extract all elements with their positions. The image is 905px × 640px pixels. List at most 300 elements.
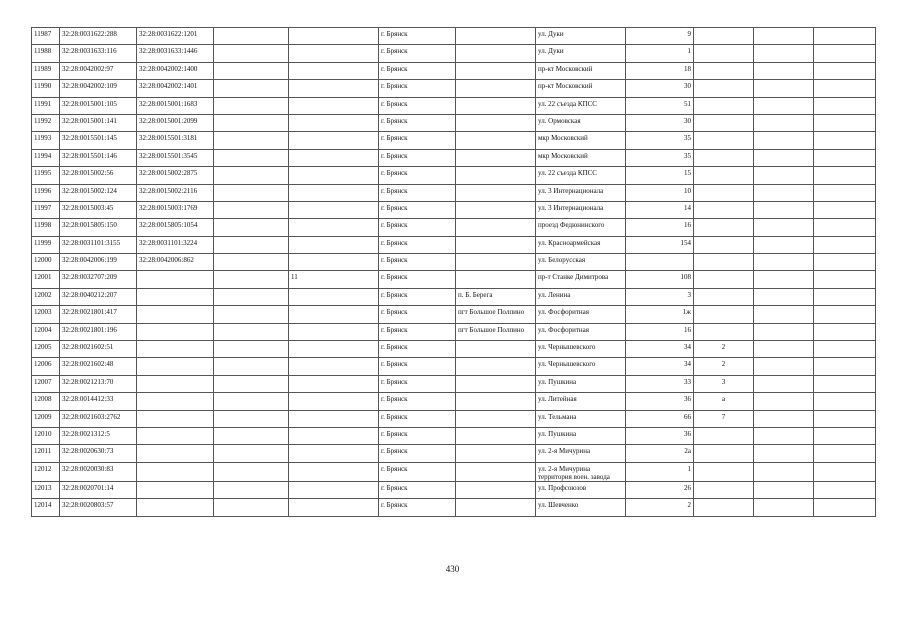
building-cell <box>694 132 754 149</box>
settlement-cell <box>456 184 536 201</box>
extra-cell <box>754 499 814 516</box>
house-number-cell: 35 <box>626 132 694 149</box>
extra-cell <box>754 97 814 114</box>
settlement-cell <box>456 462 536 481</box>
empty-cell <box>814 341 876 358</box>
building-cell: 7 <box>694 410 754 427</box>
row-number: 12002 <box>32 288 60 305</box>
apartment-cell <box>289 97 379 114</box>
cadastral-number: 32:28:0015805:150 <box>60 219 137 236</box>
extra-cell <box>754 481 814 498</box>
extra-cell <box>754 323 814 340</box>
empty-cell <box>814 132 876 149</box>
table-row <box>32 410 876 427</box>
blank-cell <box>214 45 289 62</box>
row-number: 12004 <box>32 323 60 340</box>
building-cell: а <box>694 393 754 410</box>
building-cell <box>694 28 754 45</box>
linked-cadastral-number: 32:28:0015002:2116 <box>137 184 214 201</box>
apartment-cell <box>289 323 379 340</box>
row-number: 11990 <box>32 80 60 97</box>
city-cell: г. Брянск <box>379 393 456 410</box>
building-cell <box>694 167 754 184</box>
cadastral-number: 32:28:0021312:5 <box>60 427 137 444</box>
building-cell <box>694 254 754 271</box>
street-cell: ул. Ленина <box>536 288 626 305</box>
street-cell: пр-т Станке Димитрова <box>536 271 626 288</box>
row-number: 11987 <box>32 28 60 45</box>
settlement-cell <box>456 393 536 410</box>
table-row <box>32 427 876 444</box>
city-cell: г. Брянск <box>379 358 456 375</box>
empty-cell <box>814 62 876 79</box>
apartment-cell <box>289 445 379 462</box>
house-number-cell: 26 <box>626 481 694 498</box>
apartment-cell <box>289 481 379 498</box>
table-row <box>32 271 876 288</box>
table-row <box>32 97 876 114</box>
row-number: 12009 <box>32 410 60 427</box>
table-row <box>32 28 876 45</box>
settlement-cell <box>456 481 536 498</box>
city-cell: г. Брянск <box>379 167 456 184</box>
linked-cadastral-number: 32:28:0031633:1446 <box>137 45 214 62</box>
building-cell <box>694 149 754 166</box>
city-cell: г. Брянск <box>379 149 456 166</box>
city-cell: г. Брянск <box>379 254 456 271</box>
row-number: 11995 <box>32 167 60 184</box>
settlement-cell <box>456 358 536 375</box>
city-cell: г. Брянск <box>379 80 456 97</box>
street-cell: мкр Московский <box>536 149 626 166</box>
apartment-cell <box>289 341 379 358</box>
blank-cell <box>214 132 289 149</box>
extra-cell <box>754 288 814 305</box>
apartment-cell <box>289 254 379 271</box>
page-number: 430 <box>445 564 460 574</box>
blank-cell <box>214 62 289 79</box>
empty-cell <box>814 236 876 253</box>
apartment-cell <box>289 45 379 62</box>
linked-cadastral-number <box>137 323 214 340</box>
settlement-cell <box>456 236 536 253</box>
cadastral-number: 32:28:0015501:145 <box>60 132 137 149</box>
house-number-cell: 33 <box>626 375 694 392</box>
blank-cell <box>214 375 289 392</box>
blank-cell <box>214 271 289 288</box>
row-number: 12012 <box>32 462 60 481</box>
blank-cell <box>214 28 289 45</box>
row-number: 11998 <box>32 219 60 236</box>
settlement-cell <box>456 97 536 114</box>
city-cell: г. Брянск <box>379 62 456 79</box>
house-number-cell: 51 <box>626 97 694 114</box>
settlement-cell <box>456 410 536 427</box>
blank-cell <box>214 306 289 323</box>
street-cell: ул. Чернышевского <box>536 341 626 358</box>
linked-cadastral-number <box>137 375 214 392</box>
apartment-cell <box>289 149 379 166</box>
row-number: 12014 <box>32 499 60 516</box>
empty-cell <box>814 445 876 462</box>
street-cell: ул. Дуки <box>536 45 626 62</box>
city-cell: г. Брянск <box>379 236 456 253</box>
street-cell: пр-кт Московский <box>536 62 626 79</box>
cadastral-number: 32:28:0014412:33 <box>60 393 137 410</box>
blank-cell <box>214 341 289 358</box>
table-row <box>32 184 876 201</box>
house-number-cell: 154 <box>626 236 694 253</box>
blank-cell <box>214 358 289 375</box>
cadastral-number: 32:28:0015002:56 <box>60 167 137 184</box>
empty-cell <box>814 427 876 444</box>
settlement-cell <box>456 62 536 79</box>
extra-cell <box>754 62 814 79</box>
table-row <box>32 358 876 375</box>
building-cell <box>694 236 754 253</box>
building-cell: 2 <box>694 358 754 375</box>
cadastral-number: 32:28:0042002:97 <box>60 62 137 79</box>
extra-cell <box>754 80 814 97</box>
street-cell: ул. 3 Интернационала <box>536 184 626 201</box>
blank-cell <box>214 167 289 184</box>
extra-cell <box>754 219 814 236</box>
building-cell <box>694 97 754 114</box>
building-cell <box>694 481 754 498</box>
cadastral-number: 32:28:0020803:57 <box>60 499 137 516</box>
empty-cell <box>814 499 876 516</box>
settlement-cell: п. Б. Берега <box>456 288 536 305</box>
cadastral-number: 32:28:0015002:124 <box>60 184 137 201</box>
row-number: 12013 <box>32 481 60 498</box>
extra-cell <box>754 167 814 184</box>
street-cell: проезд Федюнинского <box>536 219 626 236</box>
extra-cell <box>754 410 814 427</box>
table-row <box>32 80 876 97</box>
building-cell <box>694 184 754 201</box>
table-row <box>32 341 876 358</box>
blank-cell <box>214 427 289 444</box>
cadastral-number: 32:28:0015001:141 <box>60 114 137 131</box>
table-row <box>32 306 876 323</box>
apartment-cell <box>289 462 379 481</box>
row-number: 12005 <box>32 341 60 358</box>
linked-cadastral-number: 32:28:0015003:1769 <box>137 201 214 218</box>
building-cell <box>694 445 754 462</box>
linked-cadastral-number <box>137 341 214 358</box>
city-cell: г. Брянск <box>379 45 456 62</box>
building-cell: 3 <box>694 375 754 392</box>
extra-cell <box>754 201 814 218</box>
house-number-cell: 9 <box>626 28 694 45</box>
blank-cell <box>214 184 289 201</box>
table-row <box>32 481 876 498</box>
empty-cell <box>814 45 876 62</box>
blank-cell <box>214 97 289 114</box>
linked-cadastral-number: 32:28:0042002:1401 <box>137 80 214 97</box>
street-cell: ул. Пушкина <box>536 427 626 444</box>
settlement-cell <box>456 45 536 62</box>
house-number-cell: 14 <box>626 201 694 218</box>
apartment-cell <box>289 375 379 392</box>
city-cell: г. Брянск <box>379 341 456 358</box>
apartment-cell <box>289 410 379 427</box>
row-number: 12011 <box>32 445 60 462</box>
empty-cell <box>814 80 876 97</box>
extra-cell <box>754 114 814 131</box>
settlement-cell <box>456 341 536 358</box>
city-cell: г. Брянск <box>379 462 456 481</box>
table-row <box>32 462 876 481</box>
apartment-cell <box>289 62 379 79</box>
apartment-cell <box>289 80 379 97</box>
linked-cadastral-number <box>137 393 214 410</box>
city-cell: г. Брянск <box>379 445 456 462</box>
cadastral-number: 32:28:0015501:146 <box>60 149 137 166</box>
row-number: 11996 <box>32 184 60 201</box>
blank-cell <box>214 288 289 305</box>
house-number-cell: 36 <box>626 427 694 444</box>
table-row <box>32 219 876 236</box>
extra-cell <box>754 341 814 358</box>
linked-cadastral-number: 32:28:0015001:2099 <box>137 114 214 131</box>
blank-cell <box>214 149 289 166</box>
row-number: 11989 <box>32 62 60 79</box>
building-cell <box>694 219 754 236</box>
linked-cadastral-number: 32:28:0015805:1054 <box>137 219 214 236</box>
extra-cell <box>754 236 814 253</box>
apartment-cell <box>289 114 379 131</box>
settlement-cell <box>456 28 536 45</box>
house-number-cell: 2а <box>626 445 694 462</box>
street-cell: ул. 3 Интернационала <box>536 201 626 218</box>
extra-cell <box>754 149 814 166</box>
house-number-cell: 1ж <box>626 306 694 323</box>
table-row <box>32 393 876 410</box>
street-cell: ул. Фосфоритная <box>536 306 626 323</box>
empty-cell <box>814 288 876 305</box>
blank-cell <box>214 462 289 481</box>
house-number-cell: 3 <box>626 288 694 305</box>
street-cell: ул. Чернышевского <box>536 358 626 375</box>
settlement-cell <box>456 375 536 392</box>
empty-cell <box>814 323 876 340</box>
settlement-cell: пгт Большое Полпино <box>456 323 536 340</box>
city-cell: г. Брянск <box>379 28 456 45</box>
empty-cell <box>814 481 876 498</box>
street-cell: ул. Литейная <box>536 393 626 410</box>
city-cell: г. Брянск <box>379 306 456 323</box>
linked-cadastral-number: 32:28:0042006:862 <box>137 254 214 271</box>
city-cell: г. Брянск <box>379 410 456 427</box>
extra-cell <box>754 393 814 410</box>
linked-cadastral-number <box>137 462 214 481</box>
blank-cell <box>214 219 289 236</box>
blank-cell <box>214 410 289 427</box>
house-number-cell: 16 <box>626 219 694 236</box>
extra-cell <box>754 358 814 375</box>
row-number: 11992 <box>32 114 60 131</box>
row-number: 11991 <box>32 97 60 114</box>
empty-cell <box>814 271 876 288</box>
building-cell <box>694 80 754 97</box>
city-cell: г. Брянск <box>379 219 456 236</box>
linked-cadastral-number <box>137 410 214 427</box>
row-number: 11993 <box>32 132 60 149</box>
street-cell: ул. Тельмана <box>536 410 626 427</box>
empty-cell <box>814 219 876 236</box>
cadastral-number: 32:28:0021603:2762 <box>60 410 137 427</box>
empty-cell <box>814 114 876 131</box>
table-row <box>32 201 876 218</box>
row-number: 12010 <box>32 427 60 444</box>
table-row <box>32 62 876 79</box>
empty-cell <box>814 375 876 392</box>
building-cell <box>694 45 754 62</box>
extra-cell <box>754 271 814 288</box>
settlement-cell <box>456 271 536 288</box>
house-number-cell: 2 <box>626 499 694 516</box>
linked-cadastral-number <box>137 481 214 498</box>
table-row <box>32 236 876 253</box>
table-row <box>32 323 876 340</box>
table-row <box>32 375 876 392</box>
settlement-cell <box>456 80 536 97</box>
table-row <box>32 288 876 305</box>
settlement-cell <box>456 219 536 236</box>
empty-cell <box>814 462 876 481</box>
linked-cadastral-number: 32:28:0015501:3545 <box>137 149 214 166</box>
city-cell: г. Брянск <box>379 499 456 516</box>
extra-cell <box>754 375 814 392</box>
street-cell: ул. 22 съезда КПСС <box>536 97 626 114</box>
table-row <box>32 45 876 62</box>
extra-cell <box>754 132 814 149</box>
linked-cadastral-number <box>137 288 214 305</box>
row-number: 12000 <box>32 254 60 271</box>
house-number-cell: 18 <box>626 62 694 79</box>
apartment-cell: 11 <box>289 271 379 288</box>
empty-cell <box>814 306 876 323</box>
blank-cell <box>214 499 289 516</box>
house-number-cell <box>626 254 694 271</box>
table-row <box>32 499 876 516</box>
house-number-cell: 1 <box>626 462 694 481</box>
extra-cell <box>754 45 814 62</box>
street-cell: мкр Московский <box>536 132 626 149</box>
linked-cadastral-number <box>137 445 214 462</box>
blank-cell <box>214 114 289 131</box>
extra-cell <box>754 28 814 45</box>
apartment-cell <box>289 219 379 236</box>
linked-cadastral-number: 32:28:0042002:1400 <box>137 62 214 79</box>
row-number: 11997 <box>32 201 60 218</box>
empty-cell <box>814 28 876 45</box>
row-number: 11994 <box>32 149 60 166</box>
building-cell <box>694 288 754 305</box>
apartment-cell <box>289 306 379 323</box>
city-cell: г. Брянск <box>379 323 456 340</box>
cadastral-number: 32:28:0031633:116 <box>60 45 137 62</box>
linked-cadastral-number <box>137 499 214 516</box>
apartment-cell <box>289 288 379 305</box>
street-cell: ул. Ормовская <box>536 114 626 131</box>
cadastral-number: 32:28:0021213:70 <box>60 375 137 392</box>
building-cell <box>694 323 754 340</box>
building-cell <box>694 62 754 79</box>
street-cell: ул. 2-я Мичурина <box>536 445 626 462</box>
city-cell: г. Брянск <box>379 481 456 498</box>
street-cell: ул. Дуки <box>536 28 626 45</box>
table-row <box>32 445 876 462</box>
house-number-cell: 36 <box>626 393 694 410</box>
building-cell <box>694 462 754 481</box>
street-cell: пр-кт Московский <box>536 80 626 97</box>
row-number: 12003 <box>32 306 60 323</box>
row-number: 11988 <box>32 45 60 62</box>
apartment-cell <box>289 499 379 516</box>
linked-cadastral-number <box>137 427 214 444</box>
blank-cell <box>214 445 289 462</box>
linked-cadastral-number <box>137 358 214 375</box>
settlement-cell <box>456 254 536 271</box>
linked-cadastral-number: 32:28:0031622:1201 <box>137 28 214 45</box>
building-cell <box>694 271 754 288</box>
house-number-cell: 30 <box>626 114 694 131</box>
table-row <box>32 167 876 184</box>
building-cell <box>694 499 754 516</box>
extra-cell <box>754 184 814 201</box>
table-row <box>32 114 876 131</box>
apartment-cell <box>289 132 379 149</box>
blank-cell <box>214 323 289 340</box>
table-row <box>32 254 876 271</box>
apartment-cell <box>289 184 379 201</box>
cadastral-number: 32:28:0021602:48 <box>60 358 137 375</box>
row-number: 11999 <box>32 236 60 253</box>
street-cell: ул. 22 съезда КПСС <box>536 167 626 184</box>
table-row <box>32 132 876 149</box>
blank-cell <box>214 236 289 253</box>
row-number: 12007 <box>32 375 60 392</box>
cadastral-number: 32:28:0032707:209 <box>60 271 137 288</box>
city-cell: г. Брянск <box>379 201 456 218</box>
house-number-cell: 34 <box>626 341 694 358</box>
registry-table-body <box>32 28 876 517</box>
cadastral-number: 32:28:0031622:288 <box>60 28 137 45</box>
blank-cell <box>214 393 289 410</box>
settlement-cell <box>456 427 536 444</box>
linked-cadastral-number: 32:28:0015501:3181 <box>137 132 214 149</box>
linked-cadastral-number: 32:28:0031101:3224 <box>137 236 214 253</box>
settlement-cell <box>456 149 536 166</box>
house-number-cell: 35 <box>626 149 694 166</box>
cadastral-number: 32:28:0020030:83 <box>60 462 137 481</box>
city-cell: г. Брянск <box>379 375 456 392</box>
empty-cell <box>814 97 876 114</box>
city-cell: г. Брянск <box>379 288 456 305</box>
street-cell: ул. Профсоюзов <box>536 481 626 498</box>
house-number-cell: 1 <box>626 45 694 62</box>
settlement-cell <box>456 132 536 149</box>
city-cell: г. Брянск <box>379 427 456 444</box>
building-cell <box>694 114 754 131</box>
blank-cell <box>214 80 289 97</box>
house-number-cell: 16 <box>626 323 694 340</box>
house-number-cell: 15 <box>626 167 694 184</box>
street-cell: ул. Шевченко <box>536 499 626 516</box>
empty-cell <box>814 167 876 184</box>
